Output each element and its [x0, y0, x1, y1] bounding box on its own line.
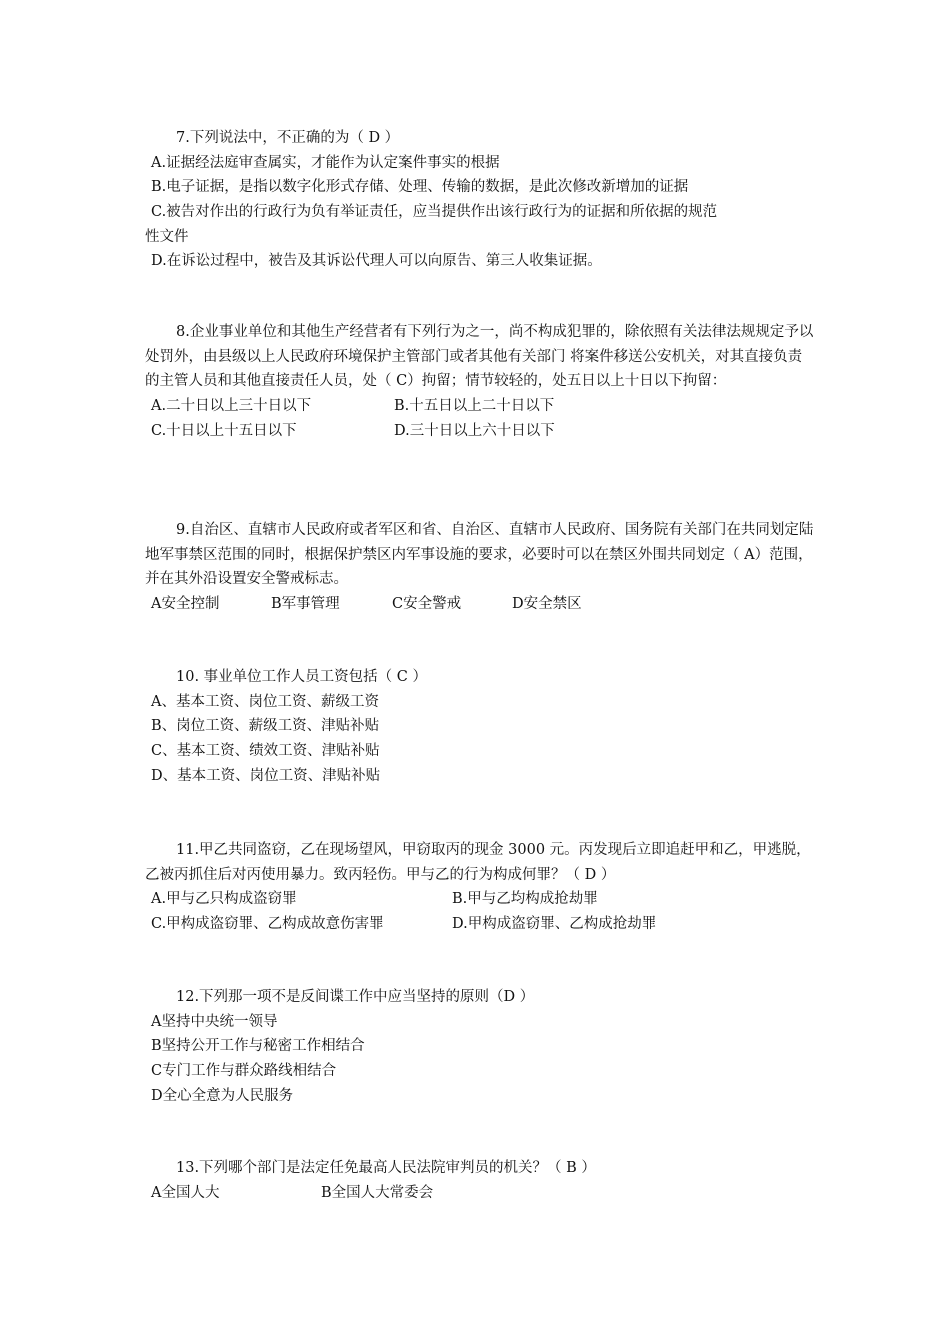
- question-10: [145, 665, 815, 788]
- option-d: D.三十日以上六十日以下: [394, 422, 555, 439]
- option-b: B、岗位工资、薪级工资、津贴补贴: [151, 718, 380, 735]
- option-b: B.电子证据，是指以数字化形式存储、处理、传输的数据，是此次修改新增加的证据: [151, 179, 689, 196]
- option-c-continued: 性文件: [145, 228, 189, 245]
- option-row: [145, 912, 815, 937]
- question-9: [145, 518, 815, 617]
- option-b: B全国人大常委会: [321, 1184, 434, 1201]
- option-a: A全国人大: [151, 1184, 220, 1201]
- option-c: C.甲构成盗窃罪、乙构成故意伤害罪: [151, 916, 384, 933]
- option-c: C安全警戒: [392, 596, 462, 613]
- question-stem: 11.甲乙共同盗窃，乙在现场望风，甲窃取丙的现金 3000 元。丙发现后立即追赶甲和乙，甲逃脱，乙被丙抓住后对丙使用暴力。致丙轻伤。甲与乙的行为构成何罪？（ D ）: [145, 842, 811, 883]
- option-b: B军事管理: [271, 596, 340, 613]
- option-b: B.甲与乙均构成抢劫罪: [452, 891, 598, 908]
- option-a: A.甲与乙只构成盗窃罪: [151, 891, 297, 908]
- question-stem: 8.企业事业单位和其他生产经营者有下列行为之一，尚不构成犯罪的，除依照有关法律法规规定予以处罚外，由县级以上人民政府环境保护主管部门或者其他有关部门 将案件移送公安机关，对其直接负责的主管人员和其他直接责任人员，处（ C）拘留；情节较轻的，处五日以上十日以下拘留：: [145, 324, 814, 390]
- option-d: D.在诉讼过程中，被告及其诉讼代理人可以向原告、第三人收集证据。: [151, 253, 602, 270]
- question-stem: 7.下列说法中，不正确的为（ D ）: [176, 130, 400, 146]
- option-c: C专门工作与群众路线相结合: [151, 1063, 337, 1080]
- question-stem: 10. 事业单位工作人员工资包括（ C ）: [176, 669, 427, 685]
- option-c: C.十日以上十五日以下: [151, 422, 297, 439]
- option-a: A安全控制: [151, 596, 220, 613]
- option-a: A、基本工资、岗位工资、薪级工资: [151, 693, 379, 710]
- option-row: [145, 887, 815, 912]
- option-row: [145, 1181, 815, 1206]
- question-stem: 12.下列那一项不是反间谍工作中应当坚持的原则（D ）: [176, 989, 535, 1005]
- question-13: [145, 1156, 815, 1205]
- question-11: [145, 838, 815, 937]
- option-row: [145, 419, 815, 444]
- option-a: A.证据经法庭审查属实，才能作为认定案件事实的根据: [151, 154, 500, 171]
- option-a: A.二十日以上三十日以下: [151, 398, 312, 415]
- option-d: D.甲构成盗窃罪、乙构成抢劫罪: [452, 916, 657, 933]
- option-a: A坚持中央统一领导: [151, 1013, 278, 1030]
- question-7: [145, 126, 815, 274]
- question-stem: 9.自治区、直辖市人民政府或者军区和省、自治区、直辖市人民政府、国务院有关部门在共同划定陆地军事禁区范围的同时，根据保护禁区内军事设施的要求，必要时可以在禁区外围共同划定（ A）范围，并在其外沿设置安全警戒标志。: [145, 522, 814, 588]
- option-b: B坚持公开工作与秘密工作相结合: [151, 1038, 365, 1055]
- option-c: C、基本工资、绩效工资、津贴补贴: [151, 743, 380, 760]
- question-stem: 13.下列哪个部门是法定任免最高人民法院审判员的机关？（ B ）: [176, 1160, 596, 1176]
- option-b: B.十五日以上二十日以下: [394, 398, 555, 415]
- option-d: D安全禁区: [512, 596, 582, 613]
- option-d: D、基本工资、岗位工资、津贴补贴: [151, 767, 381, 784]
- option-d: D全心全意为人民服务: [151, 1087, 294, 1104]
- option-c: C.被告对作出的行政行为负有举证责任，应当提供作出该行政行为的证据和所依据的规范: [151, 204, 718, 221]
- question-8: [145, 320, 815, 443]
- question-12: [145, 985, 815, 1108]
- option-row: [145, 592, 815, 617]
- option-row: [145, 394, 815, 419]
